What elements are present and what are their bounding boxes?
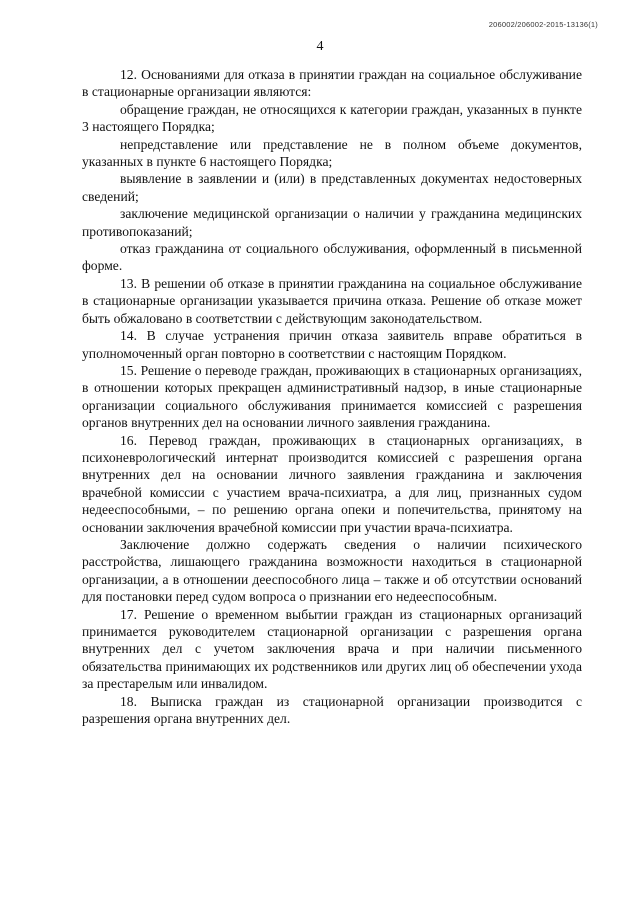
document-id: 206002/206002-2015-13136(1) <box>488 20 598 29</box>
document-body <box>82 66 582 727</box>
paragraph-13: 13. В решении об отказе в принятии гражданина на социальное обслуживание в стационарные организации указывается причина отказа. Решение об отказе может быть обжаловано в соответствии с действующим законодательством. <box>82 275 582 326</box>
paragraph-18: 18. Выписка граждан из стационарной организации производится с разрешения органа внутренних дел. <box>82 693 582 727</box>
paragraph-12-item-2: непредставление или представление не в полном объеме документов, указанных в пункте 6 настоящего Порядка; <box>82 136 582 170</box>
paragraph-12-item-5: отказ гражданина от социального обслуживания, оформленный в письменной форме. <box>82 241 582 274</box>
paragraph-15: 15. Решение о переводе граждан, проживающих в стационарных организациях, в отношении которых прекращен административный надзор, в иные стационарные организации социального обслуживания принимается комиссией с разрешения органов внутренних дел на основании личного заявления гражданина. <box>82 362 582 431</box>
paragraph-16-conclusion: Заключение должно содержать сведения о наличии психического расстройства, лишающего гражданина возможности находиться в стационарной организации, а в отношении дееспособного лица – также и об отсутствии оснований для постановки перед судом вопроса о признании его недееспособным. <box>82 536 582 605</box>
paragraph-12-item-3: выявление в заявлении и (или) в представленных документах недостоверных сведений; <box>82 171 582 204</box>
paragraph-12-item-4: заключение медицинской организации о наличии у гражданина медицинских противопоказаний; <box>82 206 582 239</box>
paragraph-17: 17. Решение о временном выбытии граждан из стационарных организаций принимается руководителем стационарной организации с разрешения органа внутренних дел с учетом заключения врача и при наличии письменного обязательства принимающих их родственников или других лиц об обеспечении ухода за престарелым или инвалидом. <box>82 606 582 692</box>
paragraph-14: 14. В случае устранения причин отказа заявитель вправе обратиться в уполномоченный орган повторно в соответствии с настоящим Порядком. <box>82 328 582 361</box>
paragraph-12: 12. Основаниями для отказа в принятии граждан на социальное обслуживание в стационарные организации являются: <box>82 67 582 100</box>
paragraph-16: 16. Перевод граждан, проживающих в стационарных организациях, в психоневрологический интернат производится комиссией с разрешения органа внутренних дел на основании личного заявления гражданина и заключения врачебной комиссии с участием врача-психиатра, а для лиц, признанных судом недееспособными, – по решению органа опеки и попечительства, принятому на основании заключения врачебной комиссии при участии врача-психиатра. <box>82 432 582 535</box>
paragraph-12-item-1: обращение граждан, не относящихся к категории граждан, указанных в пункте 3 настоящего Порядка; <box>82 101 582 135</box>
page-number: 4 <box>316 39 324 54</box>
